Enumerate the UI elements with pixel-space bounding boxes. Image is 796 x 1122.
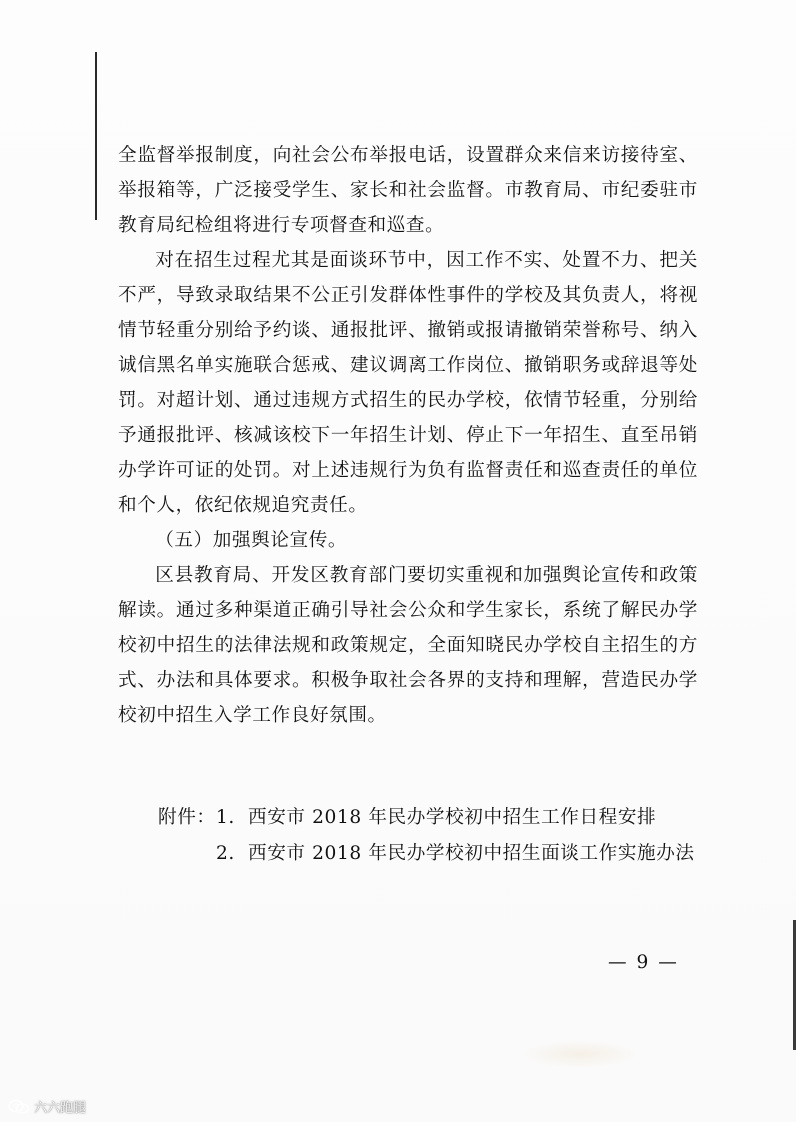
page-number: — 9 — — [608, 952, 679, 973]
paragraph-continued: 全监督举报制度，向社会公布举报电话，设置群众来信来访接待室、举报箱等，广泛接受学生、家长和社会监督。市教育局、市纪委驻市教育局纪检组将进行专项督查和巡查。 — [118, 145, 698, 236]
attachment-title: 西安市 2018 年民办学校初中招生工作日程安排 — [248, 807, 657, 828]
paragraph-publicity: 区县教育局、开发区教育部门要切实重视和加强舆论宣传和政策解读。通过多种渠道正确引导社会公众和学生家长，系统了解民办学校初中招生的法律法规和政策规定，全面知晓民办学校自主招生的方式、办法和具体要求。积极争取社会各界的支持和理解，营造民办学校初中招生入学工作良好氛围。 — [118, 565, 698, 726]
watermark — [8, 1097, 86, 1116]
wechat-logo-icon — [8, 1099, 30, 1115]
watermark-text: 六六跑腿 — [34, 1101, 87, 1116]
attachment-item — [158, 836, 698, 872]
attachment-title: 西安市 2018 年民办学校初中招生面谈工作实施办法 — [248, 843, 695, 864]
attachment-item — [158, 800, 698, 836]
section-heading: （五）加强舆论宣传。 — [155, 530, 348, 551]
binding-margin-line — [95, 52, 97, 220]
document-body — [118, 138, 698, 733]
attachment-number: 1. — [216, 807, 235, 828]
attachments-list — [158, 800, 698, 872]
attachment-number: 2. — [216, 843, 235, 864]
paragraph-penalties: 对在招生过程尤其是面谈环节中，因工作不实、处置不力、把关不严，导致录取结果不公正引发群体性事件的学校及其负责人，将视情节轻重分别给予约谈、通报批评、撤销或报请撤销荣誉称号、纳入诚信黑名单实施联合惩戒、建议调离工作岗位、撤销职务或辞退等处罚。对超计划、通过违规方式招生的民办学校，依情节轻重，分别给予通报批评、核减该校下一年招生计划、停止下一年招生、直至吊销办学许可证的处罚。对上述违规行为负有监督责任和巡查责任的单位和个人，依纪依规追究责任。 — [118, 250, 698, 516]
paper-stain — [520, 1040, 640, 1068]
attachments-label: 附件： — [158, 807, 216, 828]
